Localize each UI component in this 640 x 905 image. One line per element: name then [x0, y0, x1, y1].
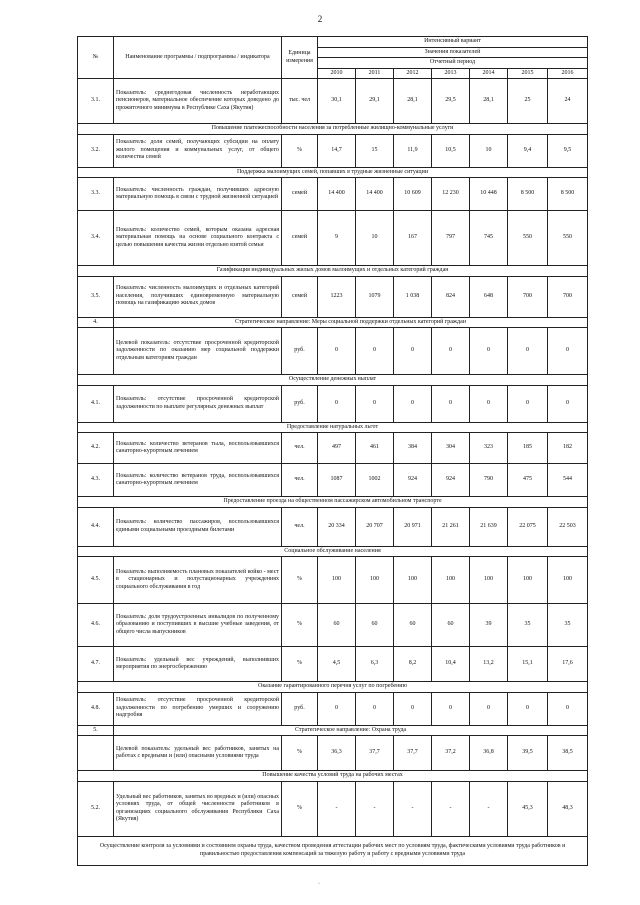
table-row [78, 736, 588, 771]
value-cell: 0 [318, 692, 356, 725]
value-cell: 304 [432, 433, 470, 464]
table-row [78, 211, 588, 266]
value-cell: 185 [508, 433, 548, 464]
table-row [78, 557, 588, 604]
row-number: 4.6. [78, 604, 114, 647]
indicator-name: Показатель: количество ветеранов труда, воспользовавшихся санаторно-курортным лечением [114, 464, 282, 497]
value-cell: 0 [508, 385, 548, 422]
value-cell: 14 400 [356, 178, 394, 211]
unit-cell: семей [282, 276, 318, 317]
indicator-name: Показатель: удельный вес учреждений, выполнивших мероприятия по энергосбережению [114, 647, 282, 682]
value-cell: 167 [394, 211, 432, 266]
value-cell: 100 [508, 557, 548, 604]
value-cell: 21 261 [432, 507, 470, 546]
value-cell: 497 [318, 433, 356, 464]
unit-cell: % [282, 647, 318, 682]
table-row [78, 781, 588, 836]
value-cell: 24 [548, 79, 588, 124]
header-variant: Интенсивный вариант [318, 37, 588, 48]
value-cell: - [318, 781, 356, 836]
value-cell: 323 [470, 433, 508, 464]
value-cell: 648 [470, 276, 508, 317]
value-cell: 1002 [356, 464, 394, 497]
value-cell: 8 500 [548, 178, 588, 211]
value-cell: 60 [394, 604, 432, 647]
section-row [78, 682, 588, 693]
table-row [78, 507, 588, 546]
value-cell: 60 [318, 604, 356, 647]
value-cell: 0 [508, 328, 548, 375]
header-name: Наименование программы / подпрограммы / индикатора [114, 37, 282, 79]
value-cell: 25 [508, 79, 548, 124]
value-cell: 0 [508, 692, 548, 725]
value-cell: 14 400 [318, 178, 356, 211]
value-cell: 544 [548, 464, 588, 497]
indicator-name: Целевой показатель: отсутствие просроченной кредиторской задолженности по оказанию мер социальной поддержки отдельным категориям граждан [114, 328, 282, 375]
value-cell: 29,1 [356, 79, 394, 124]
value-cell: - [432, 781, 470, 836]
section-row [78, 771, 588, 782]
value-cell: 100 [548, 557, 588, 604]
header-unit: Единица измерения [282, 37, 318, 79]
value-cell: 48,3 [548, 781, 588, 836]
value-cell: 37,7 [394, 736, 432, 771]
value-cell: 10 609 [394, 178, 432, 211]
strategic-title: Стратегическое направление: Меры социальной поддержки отдельных категорий граждан [114, 317, 588, 328]
strategic-row [78, 725, 588, 736]
section-row [78, 124, 588, 135]
row-number: 3.2. [78, 134, 114, 167]
row-number: 4. [78, 317, 114, 328]
footer-text: Осуществление контроля за условиями и состоянием охраны труда, качеством проведения аттестации рабочих мест по условиям труда, фактическими условиями труда работников и правильностью предоставления компенсаций за тяжелую работу и работу с вредными условиями труда [78, 836, 588, 865]
value-cell: 10,5 [432, 134, 470, 167]
value-cell: 0 [356, 328, 394, 375]
unit-cell: чел. [282, 507, 318, 546]
row-number: 4.8. [78, 692, 114, 725]
header-year: 2012 [394, 68, 432, 79]
unit-cell: % [282, 134, 318, 167]
table-row [78, 604, 588, 647]
value-cell: 8 500 [508, 178, 548, 211]
value-cell: 475 [508, 464, 548, 497]
value-cell: 6,3 [356, 647, 394, 682]
value-cell: 22 503 [548, 507, 588, 546]
table-row [78, 134, 588, 167]
header-year: 2011 [356, 68, 394, 79]
unit-cell: % [282, 736, 318, 771]
value-cell: 0 [432, 692, 470, 725]
value-cell: 384 [394, 433, 432, 464]
value-cell: 100 [356, 557, 394, 604]
value-cell: 0 [356, 692, 394, 725]
value-cell: 60 [356, 604, 394, 647]
indicator-name: Показатель: отсутствие просроченной кредиторской задолженности по выплате регулярных денежных выплат [114, 385, 282, 422]
row-number: 3.3. [78, 178, 114, 211]
value-cell: 9,4 [508, 134, 548, 167]
unit-cell: семей [282, 211, 318, 266]
header-period: Отчетный период [318, 58, 588, 69]
value-cell: - [394, 781, 432, 836]
indicator-name: Показатель: доля трудоустроенных инвалидов по полученному образованию и поступивших в высшие учебные заведения, от общего числа выпускников [114, 604, 282, 647]
indicator-name: Удельный вес работников, занятых во вредных и (или) опасных условиях труда, от общей численности работников в организациях социального обслуживания Республики Саха (Якутия) [114, 781, 282, 836]
value-cell: 745 [470, 211, 508, 266]
section-row [78, 167, 588, 178]
row-number: 3.5. [78, 276, 114, 317]
value-cell: 9,5 [548, 134, 588, 167]
value-cell: 11,9 [394, 134, 432, 167]
footer-mark: · [318, 881, 320, 887]
header-values: Значения показателей [318, 47, 588, 58]
indicator-name: Показатель: количество ветеранов тыла, воспользовавшихся санаторно-курортным лечением [114, 433, 282, 464]
value-cell: 60 [432, 604, 470, 647]
indicator-name: Показатель: численность малоимущих и отдельных категорий населения, получивших единовременную материальную помощь на газификацию жилых домов [114, 276, 282, 317]
unit-cell: руб. [282, 692, 318, 725]
value-cell: 924 [394, 464, 432, 497]
value-cell: 28,1 [470, 79, 508, 124]
indicator-name: Показатель: отсутствие просроченной кредиторской задолженности по погребению умерших и сооружению надгробия [114, 692, 282, 725]
indicator-name: Показатель: выполняемость плановых показателей койко - мест в стационарных и полустационарных учреждениях социального обслуживания в год [114, 557, 282, 604]
value-cell: 1079 [356, 276, 394, 317]
row-number: 4.3. [78, 464, 114, 497]
section-row [78, 422, 588, 433]
value-cell: 38,5 [548, 736, 588, 771]
value-cell: 10 448 [470, 178, 508, 211]
unit-cell: % [282, 604, 318, 647]
section-row [78, 497, 588, 508]
header-number: № [78, 37, 114, 79]
row-number: 4.5. [78, 557, 114, 604]
table-row [78, 385, 588, 422]
value-cell: 550 [508, 211, 548, 266]
header-year: 2016 [548, 68, 588, 79]
section-title: Газификация индивидуальных жилых домов малоимущих и отдельных категорий граждан [78, 266, 588, 277]
value-cell: 35 [508, 604, 548, 647]
value-cell: 790 [470, 464, 508, 497]
value-cell: 100 [318, 557, 356, 604]
section-title: Предоставление натуральных льгот [78, 422, 588, 433]
value-cell: 36,3 [318, 736, 356, 771]
value-cell: 0 [548, 692, 588, 725]
section-title: Социальное обслуживание населения [78, 546, 588, 557]
value-cell: 20 971 [394, 507, 432, 546]
header-year: 2013 [432, 68, 470, 79]
value-cell: 0 [318, 328, 356, 375]
value-cell: 797 [432, 211, 470, 266]
strategic-title: Стратегическое направление: Охрана труда [114, 725, 588, 736]
value-cell: 15 [356, 134, 394, 167]
indicator-name: Целевой показатель: удельный вес работников, занятых на работах с вредными и (или) опасными условиями труда [114, 736, 282, 771]
value-cell: 22 075 [508, 507, 548, 546]
value-cell: 15,1 [508, 647, 548, 682]
value-cell: 700 [548, 276, 588, 317]
value-cell: 17,6 [548, 647, 588, 682]
section-title: Оказание гарантированного перечня услуг по погребению [78, 682, 588, 693]
row-number: 4.7. [78, 647, 114, 682]
value-cell: 0 [548, 328, 588, 375]
table-row [78, 79, 588, 124]
row-number: 3.1. [78, 79, 114, 124]
table-header [78, 37, 588, 79]
table-row [78, 433, 588, 464]
value-cell: 10 [470, 134, 508, 167]
value-cell: 0 [470, 692, 508, 725]
value-cell: 0 [432, 328, 470, 375]
value-cell: 0 [318, 385, 356, 422]
section-row [78, 546, 588, 557]
value-cell: 30,1 [318, 79, 356, 124]
value-cell: - [470, 781, 508, 836]
value-cell: 12 230 [432, 178, 470, 211]
value-cell: 924 [432, 464, 470, 497]
value-cell: 14,7 [318, 134, 356, 167]
value-cell: 29,5 [432, 79, 470, 124]
section-title: Повышение платежеспособности населения за потребленные жилищно-коммунальные услуги [78, 124, 588, 135]
value-cell: 36,8 [470, 736, 508, 771]
header-year: 2015 [508, 68, 548, 79]
section-title: Поддержка малоимущих семей, попавших в трудные жизненные ситуации [78, 167, 588, 178]
value-cell: 39,5 [508, 736, 548, 771]
value-cell: 37,2 [432, 736, 470, 771]
value-cell: 700 [508, 276, 548, 317]
value-cell: 35 [548, 604, 588, 647]
value-cell: 461 [356, 433, 394, 464]
unit-cell: руб. [282, 328, 318, 375]
row-number: 5. [78, 725, 114, 736]
value-cell: 20 334 [318, 507, 356, 546]
value-cell: 20 707 [356, 507, 394, 546]
section-row [78, 375, 588, 386]
value-cell: 21 639 [470, 507, 508, 546]
value-cell: 1223 [318, 276, 356, 317]
value-cell: 0 [394, 328, 432, 375]
unit-cell: % [282, 557, 318, 604]
table-row [78, 328, 588, 375]
row-number: 4.2. [78, 433, 114, 464]
unit-cell: тыс. чел [282, 79, 318, 124]
value-cell: 39 [470, 604, 508, 647]
row-number [78, 328, 114, 375]
row-number: 4.1. [78, 385, 114, 422]
table-row [78, 178, 588, 211]
table-row [78, 647, 588, 682]
row-number: 4.4. [78, 507, 114, 546]
value-cell: 0 [394, 692, 432, 725]
indicator-name: Показатель: количество пассажиров, воспользовавшихся едиными социальными проездными билетами [114, 507, 282, 546]
value-cell: 0 [432, 385, 470, 422]
value-cell: 100 [470, 557, 508, 604]
strategic-row [78, 317, 588, 328]
table-row [78, 464, 588, 497]
row-number: 3.4. [78, 211, 114, 266]
value-cell: 182 [548, 433, 588, 464]
section-title: Повышение качества условий труда на рабочих местах [78, 771, 588, 782]
section-row [78, 266, 588, 277]
value-cell: 1087 [318, 464, 356, 497]
unit-cell: % [282, 781, 318, 836]
footer-row [78, 836, 588, 865]
table-body [78, 79, 588, 866]
indicator-name: Показатель: доля семей, получающих субсидии на оплату жилого помещения и коммунальных услуг, от общего количества семей [114, 134, 282, 167]
value-cell: 0 [470, 385, 508, 422]
section-title: Осуществление денежных выплат [78, 375, 588, 386]
value-cell: 550 [548, 211, 588, 266]
unit-cell: чел. [282, 464, 318, 497]
value-cell: 0 [548, 385, 588, 422]
header-year: 2014 [470, 68, 508, 79]
row-number [78, 736, 114, 771]
header-year: 2010 [318, 68, 356, 79]
section-title: Предоставление проезда на общественном пассажирском автомобильном транспорте [78, 497, 588, 508]
indicator-name: Показатель: количество семей, которым оказана адресная материальная помощь на основе социального контракта с целью повышения качества жизни отдельно взятой семьи [114, 211, 282, 266]
value-cell: 28,1 [394, 79, 432, 124]
table-row [78, 276, 588, 317]
unit-cell: чел. [282, 433, 318, 464]
indicator-name: Показатель: численность граждан, получивших адресную материальную помощь в связи с трудной жизненной ситуацией [114, 178, 282, 211]
unit-cell: семей [282, 178, 318, 211]
value-cell: 37,7 [356, 736, 394, 771]
row-number: 5.2. [78, 781, 114, 836]
value-cell: 13,2 [470, 647, 508, 682]
value-cell: 9 [318, 211, 356, 266]
value-cell: 100 [432, 557, 470, 604]
value-cell: 1 038 [394, 276, 432, 317]
indicator-table [77, 36, 588, 866]
value-cell: 0 [394, 385, 432, 422]
value-cell: 10,4 [432, 647, 470, 682]
page-number: 2 [317, 14, 323, 24]
value-cell: 0 [470, 328, 508, 375]
table-row [78, 692, 588, 725]
value-cell: 8,2 [394, 647, 432, 682]
value-cell: 4,5 [318, 647, 356, 682]
value-cell: 0 [356, 385, 394, 422]
value-cell: 100 [394, 557, 432, 604]
value-cell: 10 [356, 211, 394, 266]
value-cell: - [356, 781, 394, 836]
value-cell: 824 [432, 276, 470, 317]
value-cell: 45,3 [508, 781, 548, 836]
indicator-name: Показатель: среднегодовая численность неработающих пенсионеров, материальное обеспечение которых доведено до прожиточного минимума в Республике Саха (Якутия) [114, 79, 282, 124]
unit-cell: руб. [282, 385, 318, 422]
